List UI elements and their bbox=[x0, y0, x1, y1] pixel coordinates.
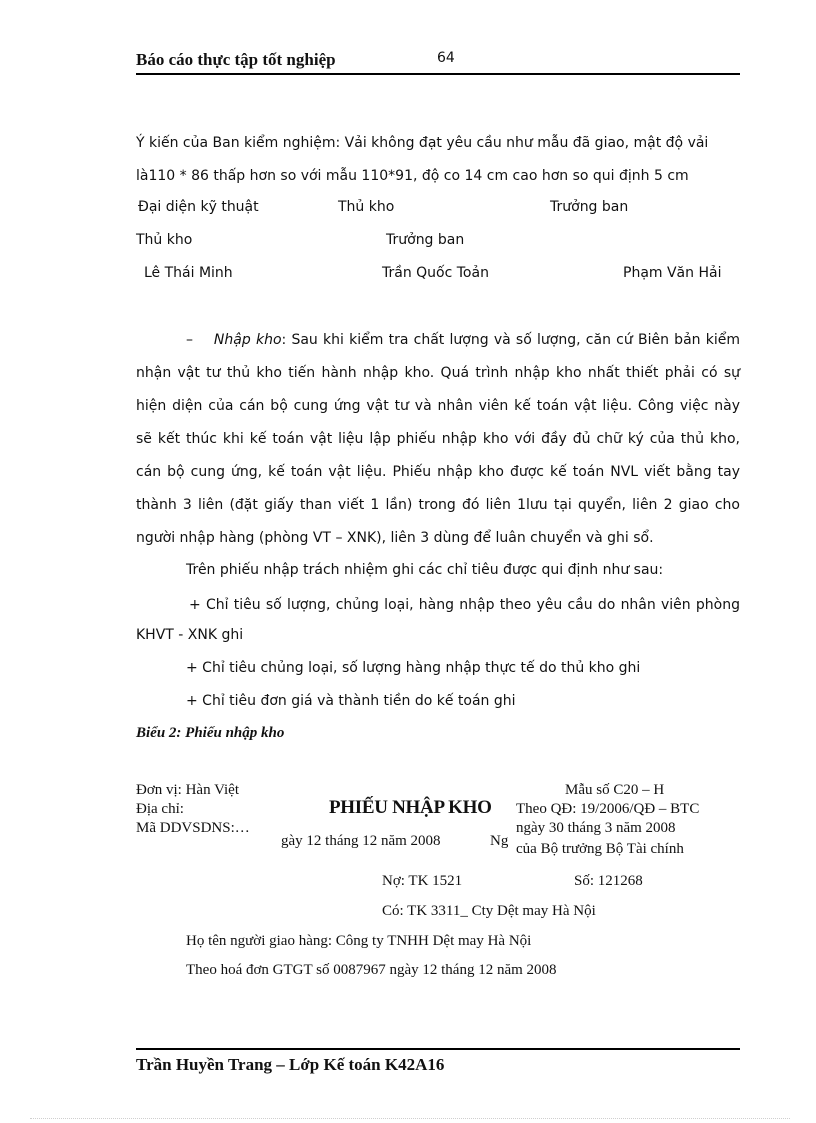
opinion-line-1: Ý kiến của Ban kiểm nghiệm: Vải không đạt yêu cầu như mẫu đã giao, mật độ vải bbox=[136, 135, 709, 151]
footer-rule bbox=[136, 1048, 740, 1050]
dash: – bbox=[186, 332, 193, 348]
form-date: gày 12 tháng 12 năm 2008 bbox=[281, 833, 441, 849]
paragraph-line: thành 3 liên (đặt giấy than viết 1 lần) trong đó liên 1lưu tại quyển, liên 2 giao cho bbox=[136, 497, 740, 513]
form-decision: Theo QĐ: 19/2006/QĐ – BTC bbox=[516, 801, 700, 817]
signature-title-head: Trưởng ban bbox=[550, 199, 629, 215]
paragraph-2: Trên phiếu nhập trách nhiệm ghi các chỉ tiêu được qui định như sau: bbox=[186, 562, 664, 578]
signature-name-1: Lê Thái Minh bbox=[144, 265, 233, 281]
form-title: PHIẾU NHẬP KHO bbox=[329, 797, 492, 818]
term-nhap-kho: Nhập kho bbox=[213, 332, 282, 348]
signature-title-technical: Đại diện kỹ thuật bbox=[138, 199, 259, 215]
signature-title-storekeeper: Thủ kho bbox=[338, 199, 395, 215]
paragraph-line: cán bộ cung ứng, kế toán vật liệu. Phiếu nhập kho được kế toán NVL viết bằng tay bbox=[136, 464, 740, 480]
header-title: Báo cáo thực tập tốt nghiệp bbox=[136, 50, 336, 69]
page-bottom-border bbox=[30, 1118, 790, 1119]
form-unit: Đơn vị: Hàn Việt bbox=[136, 782, 239, 798]
form-credit: Có: TK 3311_ Cty Dệt may Hà Nội bbox=[382, 903, 596, 919]
page-number: 64 bbox=[437, 50, 455, 66]
bullet-3: + Chỉ tiêu đơn giá và thành tiền do kế toán ghi bbox=[186, 693, 516, 709]
paragraph-last-line: người nhập hàng (phòng VT – XNK), liên 3 dùng để luân chuyển và ghi sổ. bbox=[136, 530, 654, 546]
figure-caption: Biểu 2: Phiếu nhập kho bbox=[136, 725, 285, 741]
signature-title-storekeeper-2: Thủ kho bbox=[136, 232, 193, 248]
form-voucher-number: Số: 121268 bbox=[574, 873, 643, 889]
footer-author: Trần Huyền Trang – Lớp Kế toán K42A16 bbox=[136, 1055, 445, 1074]
bullet-2: + Chỉ tiêu chủng loại, số lượng hàng nhập thực tế do thủ kho ghi bbox=[186, 660, 641, 676]
signature-name-3: Phạm Văn Hải bbox=[623, 265, 722, 281]
form-date-clipped: Ng bbox=[490, 833, 508, 849]
paragraph-line: hiện diện của cán bộ cung ứng vật tư và nhân viên kế toán vật liệu. Công việc này bbox=[136, 398, 740, 414]
bullet-1-line-2: KHVT - XNK ghi bbox=[136, 627, 244, 643]
form-deliverer: Họ tên người giao hàng: Công ty TNHH Dệt may Hà Nội bbox=[186, 933, 532, 949]
paragraph-first-line bbox=[186, 330, 740, 350]
paragraph-first-rest: : Sau khi kiểm tra chất lượng và số lượng, căn cứ Biên bản kiểm bbox=[281, 332, 740, 348]
form-invoice: Theo hoá đơn GTGT số 0087967 ngày 12 tháng 12 năm 2008 bbox=[186, 962, 557, 978]
signature-name-2: Trần Quốc Toản bbox=[382, 265, 489, 281]
paragraph-line: sẽ kết thúc khi kế toán vật liệu lập phiếu nhập kho với đầy đủ chữ ký của thủ kho, bbox=[136, 431, 740, 447]
paragraph-line: nhận vật tư thủ kho tiến hành nhập kho. Quá trình nhập kho nhất thiết phải có sự bbox=[136, 365, 740, 381]
signature-title-head-2: Trưởng ban bbox=[386, 232, 465, 248]
form-address: Địa chỉ: bbox=[136, 801, 184, 817]
form-tax-code: Mã DDVSDNS:… bbox=[136, 820, 250, 836]
bullet-1-line-1: + Chỉ tiêu số lượng, chủng loại, hàng nhập theo yêu cầu do nhân viên phòng bbox=[189, 597, 740, 613]
opinion-line-2: là110 * 86 thấp hơn so với mẫu 110*91, độ co 14 cm cao hơn so qui định 5 cm bbox=[136, 168, 689, 184]
form-decision-date: ngày 30 tháng 3 năm 2008 bbox=[516, 820, 676, 836]
header-rule bbox=[136, 73, 740, 75]
form-decision-by: của Bộ trưởng Bộ Tài chính bbox=[516, 841, 684, 857]
form-number-template: Mẫu số C20 – H bbox=[565, 782, 665, 798]
form-debit: Nợ: TK 1521 bbox=[382, 873, 463, 889]
